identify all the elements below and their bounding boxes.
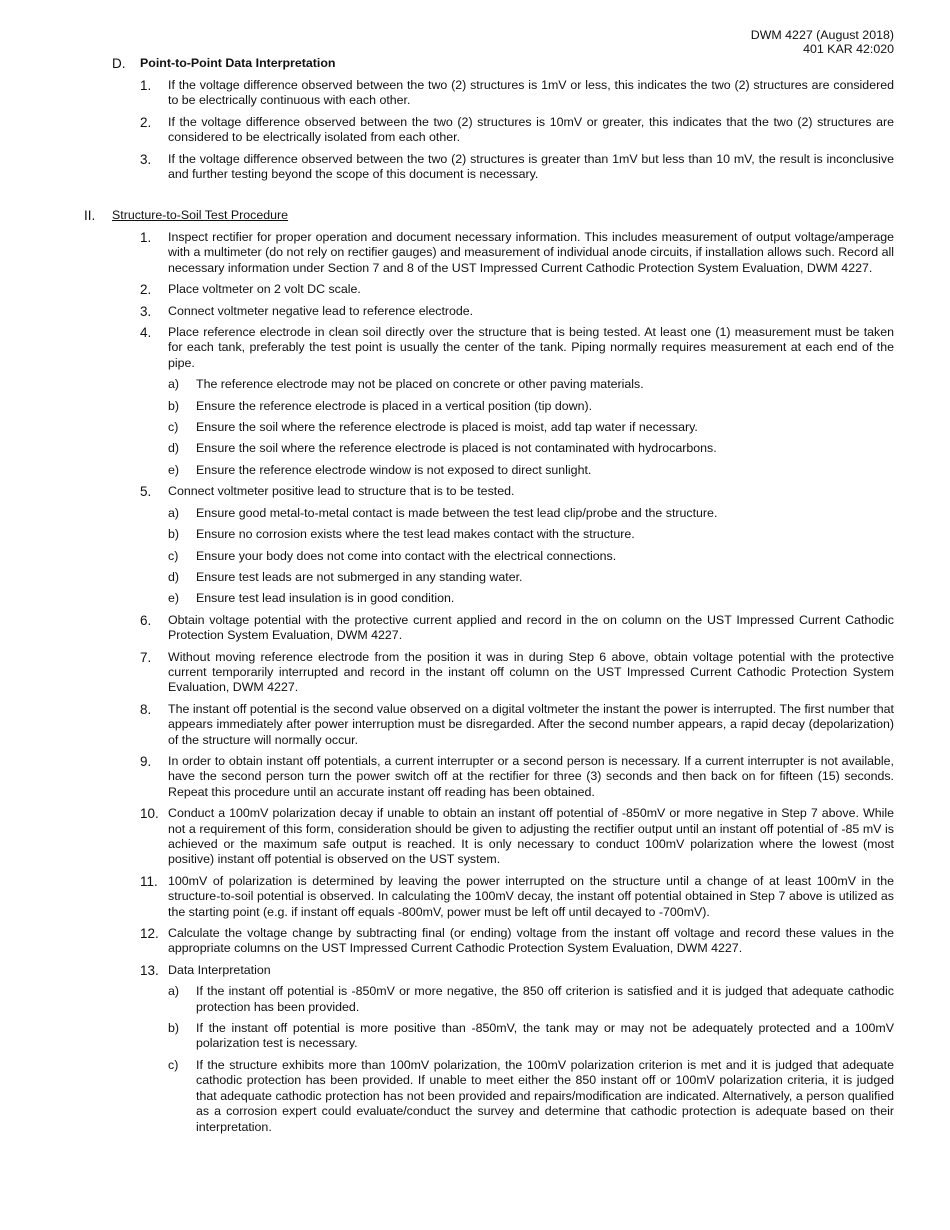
list-item — [0, 282, 950, 297]
section-d-list — [0, 78, 950, 182]
item-number: 13. — [140, 962, 159, 978]
item-text: In order to obtain instant off potentials, a current interrupter or a second person is necessary. If a current interrupter is not available, have the second person turn the power switch off at the rectifier for three (3) seconds and then back on for fifteen (15) seconds. Repeat this procedure until an accurate instant off reading has been obtained. — [168, 753, 894, 799]
list-item — [0, 650, 950, 696]
list-item — [0, 304, 950, 319]
section-ii-number: II. — [84, 208, 96, 223]
list-item — [0, 325, 950, 478]
list-item — [0, 874, 950, 920]
item-number: 2. — [140, 114, 152, 130]
item-number: 8. — [140, 701, 152, 717]
item-text: If the voltage difference observed between the two (2) structures is 10mV or greater, this indicates that the two (2) structures are considered to be electrically isolated from each other. — [168, 114, 894, 145]
sub-item — [168, 1058, 894, 1135]
section-ii-list — [0, 230, 950, 1135]
item-number: 4. — [140, 325, 152, 341]
list-item — [0, 806, 950, 868]
item-number: 3. — [140, 303, 152, 319]
sub-list — [168, 506, 894, 607]
sub-item-letter: e) — [168, 462, 180, 477]
sub-item — [168, 399, 894, 414]
sub-item — [168, 463, 894, 478]
item-number: 9. — [140, 753, 152, 769]
item-text: Place voltmeter on 2 volt DC scale. — [168, 282, 361, 297]
sub-item-letter: c) — [168, 1057, 179, 1072]
section-d-number: D. — [112, 56, 126, 71]
sub-item-text: If the instant off potential is -850mV or more negative, the 850 off criterion is satisfied and it is judged that adequate cathodic protection has been provided. — [196, 984, 894, 1014]
list-item — [0, 702, 950, 748]
item-number: 7. — [140, 649, 152, 665]
list-item — [0, 484, 950, 606]
list-item — [0, 613, 950, 644]
form-id: DWM 4227 (August 2018) — [750, 28, 894, 42]
sub-item — [168, 591, 894, 606]
item-text: Conduct a 100mV polarization decay if unable to obtain an instant off potential of -850mV or more negative in Step 7 above. While not a requirement of this form, consideration should be given to adjusting the rectifier output until an instant off potential of -85 mV is achieved or the maximum safe output is reached. It is only necessary to conduct 100mV polarization where the lowest (most positive) instant off potential is observed on the UST system. — [168, 806, 894, 867]
sub-item — [168, 420, 894, 435]
sub-item-text: The reference electrode may not be placed on concrete or other paving materials. — [196, 377, 644, 392]
sub-list — [168, 984, 894, 1135]
document-header — [751, 28, 894, 56]
section-ii-title: Structure-to-Soil Test Procedure — [112, 208, 289, 222]
item-number: 5. — [140, 484, 152, 500]
sub-item — [168, 441, 894, 456]
sub-item-letter: d) — [168, 441, 180, 456]
list-item — [0, 152, 950, 183]
sub-item — [168, 1021, 894, 1052]
item-text: Obtain voltage potential with the protective current applied and record in the on column on the UST Impressed Current Cathodic Protection System Evaluation, DWM 4227. — [168, 612, 894, 643]
item-text: If the voltage difference observed between the two (2) structures is greater than 1mV but less than 10 mV, the result is inconclusive and further testing beyond the scope of this document is necessary. — [168, 151, 894, 182]
sub-item — [168, 527, 894, 542]
sub-item-letter: d) — [168, 569, 180, 584]
sub-item-letter: b) — [168, 1021, 180, 1036]
list-item — [0, 926, 950, 957]
sub-item — [168, 570, 894, 585]
section-d — [0, 56, 950, 188]
item-text: Connect voltmeter positive lead to structure that is to be tested. — [168, 484, 515, 499]
sub-item-text: Ensure the reference electrode is placed in a vertical position (tip down). — [196, 398, 593, 413]
sub-item-text: Ensure the soil where the reference electrode is placed is moist, add tap water if necessary. — [196, 420, 698, 435]
sub-item-letter: c) — [168, 548, 179, 563]
sub-item-letter: c) — [168, 420, 179, 435]
list-item — [0, 754, 950, 800]
list-item — [0, 115, 950, 146]
sub-item — [168, 984, 894, 1015]
sub-item-letter: a) — [168, 505, 180, 520]
sub-item-text: Ensure no corrosion exists where the test lead makes contact with the structure. — [196, 527, 635, 542]
sub-item-text: Ensure the soil where the reference electrode is placed is not contaminated with hydrocarbons. — [196, 441, 717, 456]
sub-item-text: If the structure exhibits more than 100mV polarization, the 100mV polarization criterion is met and it is judged that adequate cathodic protection has been provided. If unable to meet either the 850 instant off or 100mV polarization criteria, it is judged that adequate cathodic protection has not been provided and repairs/modification are indicated. Alternatively, a person qualified as a corrosion expert could evaluate/conduct the survey and determine that cathodic protection is adequate based on their interpretation. — [196, 1057, 894, 1134]
sub-item-letter: b) — [168, 527, 180, 542]
item-text: Connect voltmeter negative lead to reference electrode. — [168, 303, 474, 318]
sub-item — [168, 549, 894, 564]
sub-item — [168, 377, 894, 392]
list-item — [0, 78, 950, 109]
item-number: 1. — [140, 230, 152, 245]
item-text: The instant off potential is the second value observed on a digital voltmeter the instant the power is interrupted. The first number that appears immediately after power interruption must be disregarded. After the second number appears, a rapid decay (depolarization) of the structure will normally occur. — [168, 701, 894, 747]
item-text: Calculate the voltage change by subtracting final (or ending) voltage from the instant off voltage and record these values in the appropriate columns on the UST Impressed Current Cathodic Protection System Evaluation, DWM 4227. — [168, 926, 894, 956]
item-number: 6. — [140, 612, 152, 628]
item-text: Without moving reference electrode from the position it was in during Step 6 above, obtain voltage potential with the protective current temporarily interrupted and record in the instant off column on the UST Impressed Current Cathodic Protection System Evaluation, DWM 4227. — [168, 649, 894, 695]
sub-item-letter: b) — [168, 398, 180, 413]
sub-item-text: Ensure test lead insulation is in good condition. — [196, 591, 455, 606]
sub-item-text: Ensure test leads are not submerged in any standing water. — [196, 569, 523, 584]
section-ii-heading — [0, 208, 950, 226]
item-number: 2. — [140, 282, 152, 298]
sub-item-letter: a) — [168, 377, 180, 392]
regulation-id: 401 KAR 42:020 — [803, 42, 894, 56]
item-text: If the voltage difference observed between the two (2) structures is 1mV or less, this indicates the two (2) structures are considered to be electrically continuous with each other. — [168, 78, 894, 108]
item-text: Place reference electrode in clean soil directly over the structure that is being tested. At least one (1) measurement must be taken for each tank, preferably the test point is usually the center of the tank. Piping normally requires measurement at each end of the pipe. — [168, 325, 894, 370]
sub-item-text: Ensure the reference electrode window is not exposed to direct sunlight. — [196, 462, 592, 477]
item-number: 1. — [140, 78, 152, 93]
item-text: Inspect rectifier for proper operation and document necessary information. This includes measurement of output voltage/amperage with a multimeter (do not rely on rectifier gauges) and measurement of individual anode circuits, if installation allows such. Record all necessary information under Section 7 and 8 of the UST Impressed Current Cathodic Protection System Evaluation, DWM 4227. — [168, 230, 894, 275]
sub-item — [168, 506, 894, 521]
item-text: Data Interpretation — [168, 962, 271, 977]
item-text: 100mV of polarization is determined by leaving the power interrupted on the structure until a change of at least 100mV in the structure-to-soil potential is observed. In calculating the 100mV decay, the instant off potential obtained in Step 7 above is utilized as the starting point (e.g. if instant off equals -800mV, power must be left off until decayed to -700mV). — [168, 873, 894, 919]
list-item — [0, 963, 950, 1135]
sub-item-letter: e) — [168, 591, 180, 606]
section-d-heading — [0, 56, 950, 74]
item-number: 3. — [140, 151, 152, 167]
item-number: 10. — [140, 806, 159, 822]
sub-item-text: If the instant off potential is more positive than -850mV, the tank may or may not be adequately protected and a 100mV polarization test is necessary. — [196, 1021, 894, 1051]
item-number: 12. — [140, 926, 159, 942]
item-number: 11. — [140, 873, 158, 889]
sub-item-text: Ensure good metal-to-metal contact is made between the test lead clip/probe and the structure. — [196, 505, 718, 520]
section-ii — [0, 208, 950, 1141]
section-d-title: Point-to-Point Data Interpretation — [140, 56, 336, 70]
sub-item-letter: a) — [168, 984, 180, 999]
list-item — [0, 230, 950, 276]
sub-item-text: Ensure your body does not come into contact with the electrical connections. — [196, 548, 617, 563]
sub-list — [168, 377, 894, 478]
